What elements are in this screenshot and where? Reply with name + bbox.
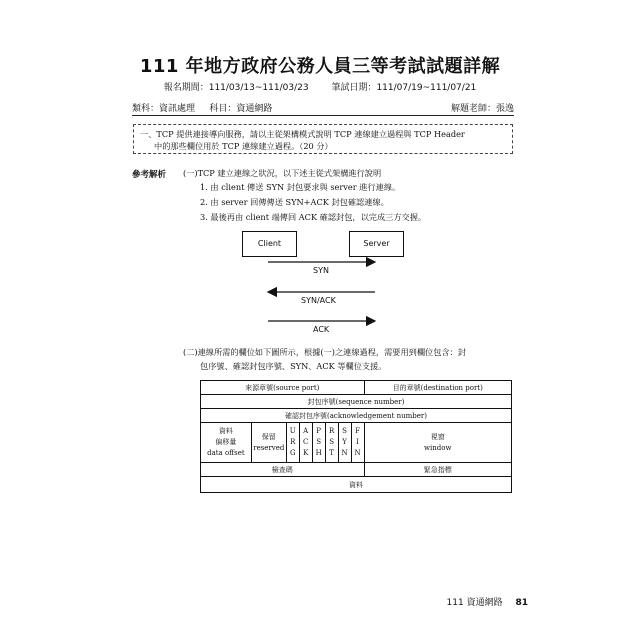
window-line1: 視窗 — [430, 432, 445, 441]
part1-intro: (一)TCP 建立連線之狀況，以下述主從式架構進行說明 — [183, 168, 382, 178]
data-field: 資料 — [201, 477, 512, 493]
syn-ack-label: SYN/ACK — [301, 296, 336, 305]
ack-number: 確認封包序號(acknowledgement number) — [201, 409, 512, 423]
syn-label: SYN — [313, 266, 329, 275]
tcp-header-table — [200, 380, 512, 493]
reserved — [251, 423, 286, 463]
flag-psh: P S H — [312, 423, 325, 463]
page-number: 81 — [515, 598, 528, 608]
data-offset-line2: 偏移量 — [215, 438, 237, 446]
footer-subject: 111 資通網路 — [446, 598, 503, 608]
question-line-2: 中的那些欄位用於 TCP 連線建立過程。（20 分） — [154, 141, 333, 151]
registration-period: 報名期間：111/03/13~111/03/23 — [163, 83, 309, 93]
part2-line-2: 包序號、確認封包序號、SYN、ACK 等欄位支援。 — [200, 361, 387, 371]
data-offset-line1: 資料 — [218, 427, 233, 435]
step-1: 1. 由 client 傳送 SYN 封包要求與 server 進行連線。 — [200, 182, 401, 192]
server-box: Server — [349, 231, 404, 257]
flag-urg: U R G — [286, 423, 299, 463]
part2-line-1: (二)連線所需的欄位如下圖所示，根據(一)之連線過程，需要用到欄位包含：封 — [183, 347, 466, 357]
window-line2: window — [424, 443, 452, 452]
destination-port: 目的章號(destination port) — [364, 381, 512, 395]
data-offset-line3: data offset — [207, 449, 245, 457]
teacher: 解題老師：張逸 — [450, 104, 514, 114]
sequence-number: 封包序號(sequence number) — [201, 395, 512, 409]
exam-date: 筆試日期：111/07/19~111/07/21 — [331, 83, 477, 93]
ack-label: ACK — [313, 325, 330, 334]
step-2: 2. 由 server 回傳傳送 SYN+ACK 封包確認連線。 — [200, 197, 389, 207]
flag-syn: S Y N — [338, 423, 351, 463]
flag-rst: R S T — [325, 423, 338, 463]
reserved-line2: reserved — [253, 443, 285, 452]
question-line-1: 一、TCP 提供連接導向服務，請以主從架構模式說明 TCP 連線建立過程與 TCP Header — [140, 129, 465, 139]
data-offset — [201, 423, 252, 463]
client-box: Client — [242, 231, 297, 257]
reference-label: 參考解析 — [132, 170, 167, 180]
reserved-line1: 保留 — [261, 432, 276, 441]
category: 類科：資訊處理 — [132, 104, 196, 114]
urgent-pointer: 緊急指標 — [364, 463, 512, 477]
page-title: 111 年地方政府公務人員三等考試試題詳解 — [139, 56, 501, 77]
page-footer — [447, 595, 528, 608]
source-port: 來源章號(source port) — [201, 381, 365, 395]
flag-fin: F I N — [351, 423, 364, 463]
flag-ack: A C K — [299, 423, 312, 463]
checksum: 檢查碼 — [201, 463, 365, 477]
window — [364, 423, 512, 463]
step-3: 3. 最後再由 client 端傳回 ACK 確認封包，以完成三方交握。 — [200, 212, 427, 222]
subject: 科目：資通網路 — [209, 104, 273, 114]
